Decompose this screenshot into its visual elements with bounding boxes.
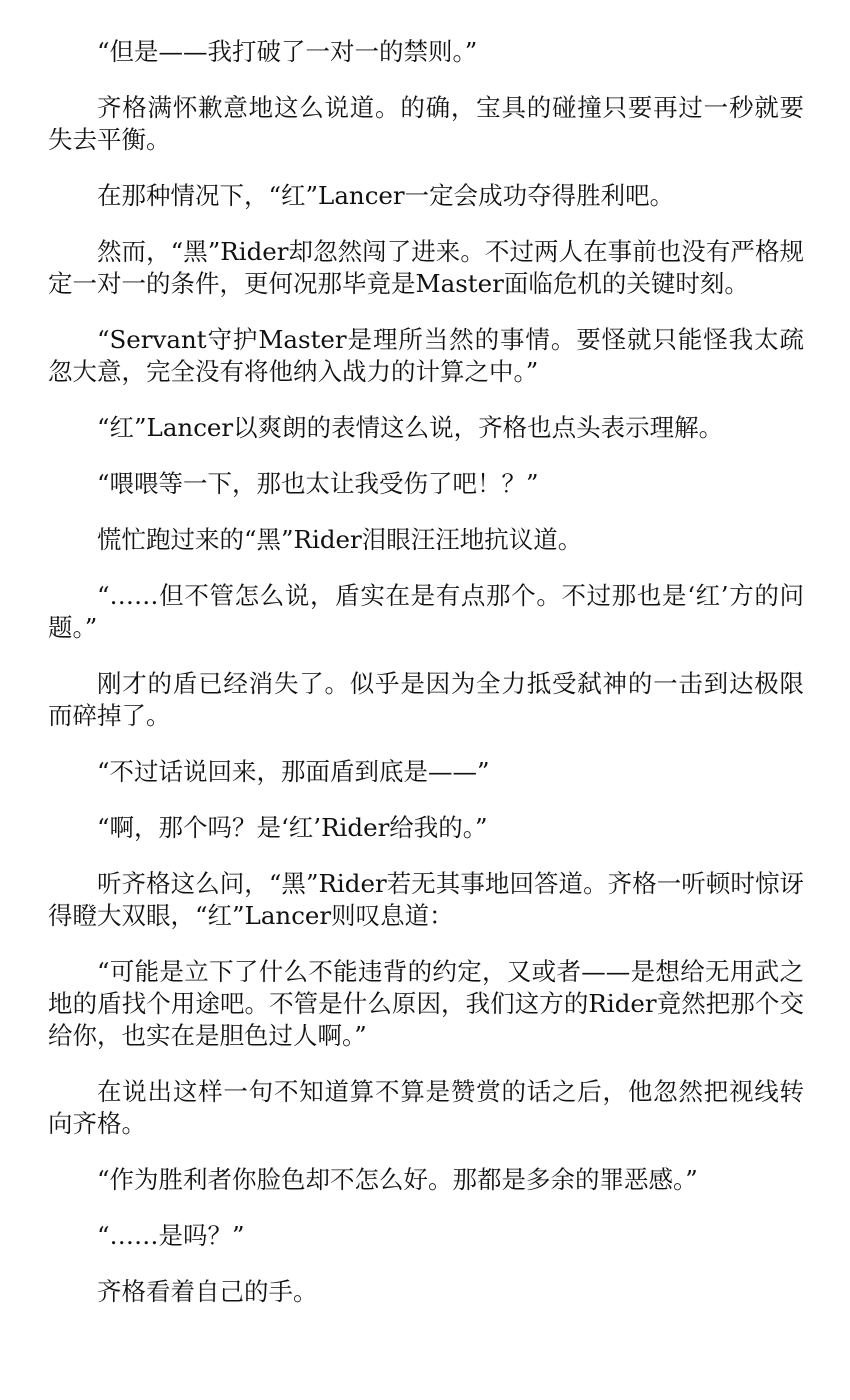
paragraph: “红”Lancer以爽朗的表情这么说，齐格也点头表示理解。 [97,413,724,442]
paragraph: 在说出这样一句不知道算不算是赞赏的话之后，他忽然把视线转向齐格。 [48,1077,804,1138]
paragraph: “可能是立下了什么不能违背的约定，又或者——是想给无用武之地的盾找个用途吧。不管是什么原因，我们这方的Rider竟然把那个交给你，也实在是胆色过人啊。” [48,957,804,1050]
paragraph: 然而，“黑”Rider却忽然闯了进来。不过两人在事前也没有严格规定一对一的条件，更何况那毕竟是Master面临危机的关键时刻。 [48,237,804,298]
paragraph: “作为胜利者你脸色却不怎么好。那都是多余的罪恶感。” [97,1165,698,1194]
paragraph: “啊，那个吗？是‘红’Rider给我的。” [97,813,488,842]
paragraph: 刚才的盾已经消失了。似乎是因为全力抵受弑神的一击到达极限而碎掉了。 [48,669,804,730]
paragraph: “……但不管怎么说，盾实在是有点那个。不过那也是‘红’方的问题。” [48,581,804,642]
paragraph: “……是吗？” [97,1221,245,1250]
paragraph: “不过话说回来，那面盾到底是——” [97,757,490,786]
paragraph: “Servant守护Master是理所当然的事情。要怪就只能怪我太疏忽大意，完全没有将他纳入战力的计算之中。” [48,325,804,386]
text-body [48,36,804,1332]
paragraph: 齐格看着自己的手。 [97,1277,318,1306]
paragraph: 听齐格这么问，“黑”Rider若无其事地回答道。齐格一听顿时惊讶得瞪大双眼，“红”Lancer则叹息道： [48,869,804,930]
paragraph: “但是——我打破了一对一的禁则。” [97,37,478,66]
paragraph: 在那种情况下，“红”Lancer一定会成功夺得胜利吧。 [97,181,675,210]
paragraph: 齐格满怀歉意地这么说道。的确，宝具的碰撞只要再过一秒就要失去平衡。 [48,93,804,154]
paragraph: 慌忙跑过来的“黑”Rider泪眼汪汪地抗议道。 [97,525,583,554]
paragraph: “喂喂等一下，那也太让我受伤了吧！？” [97,469,539,498]
